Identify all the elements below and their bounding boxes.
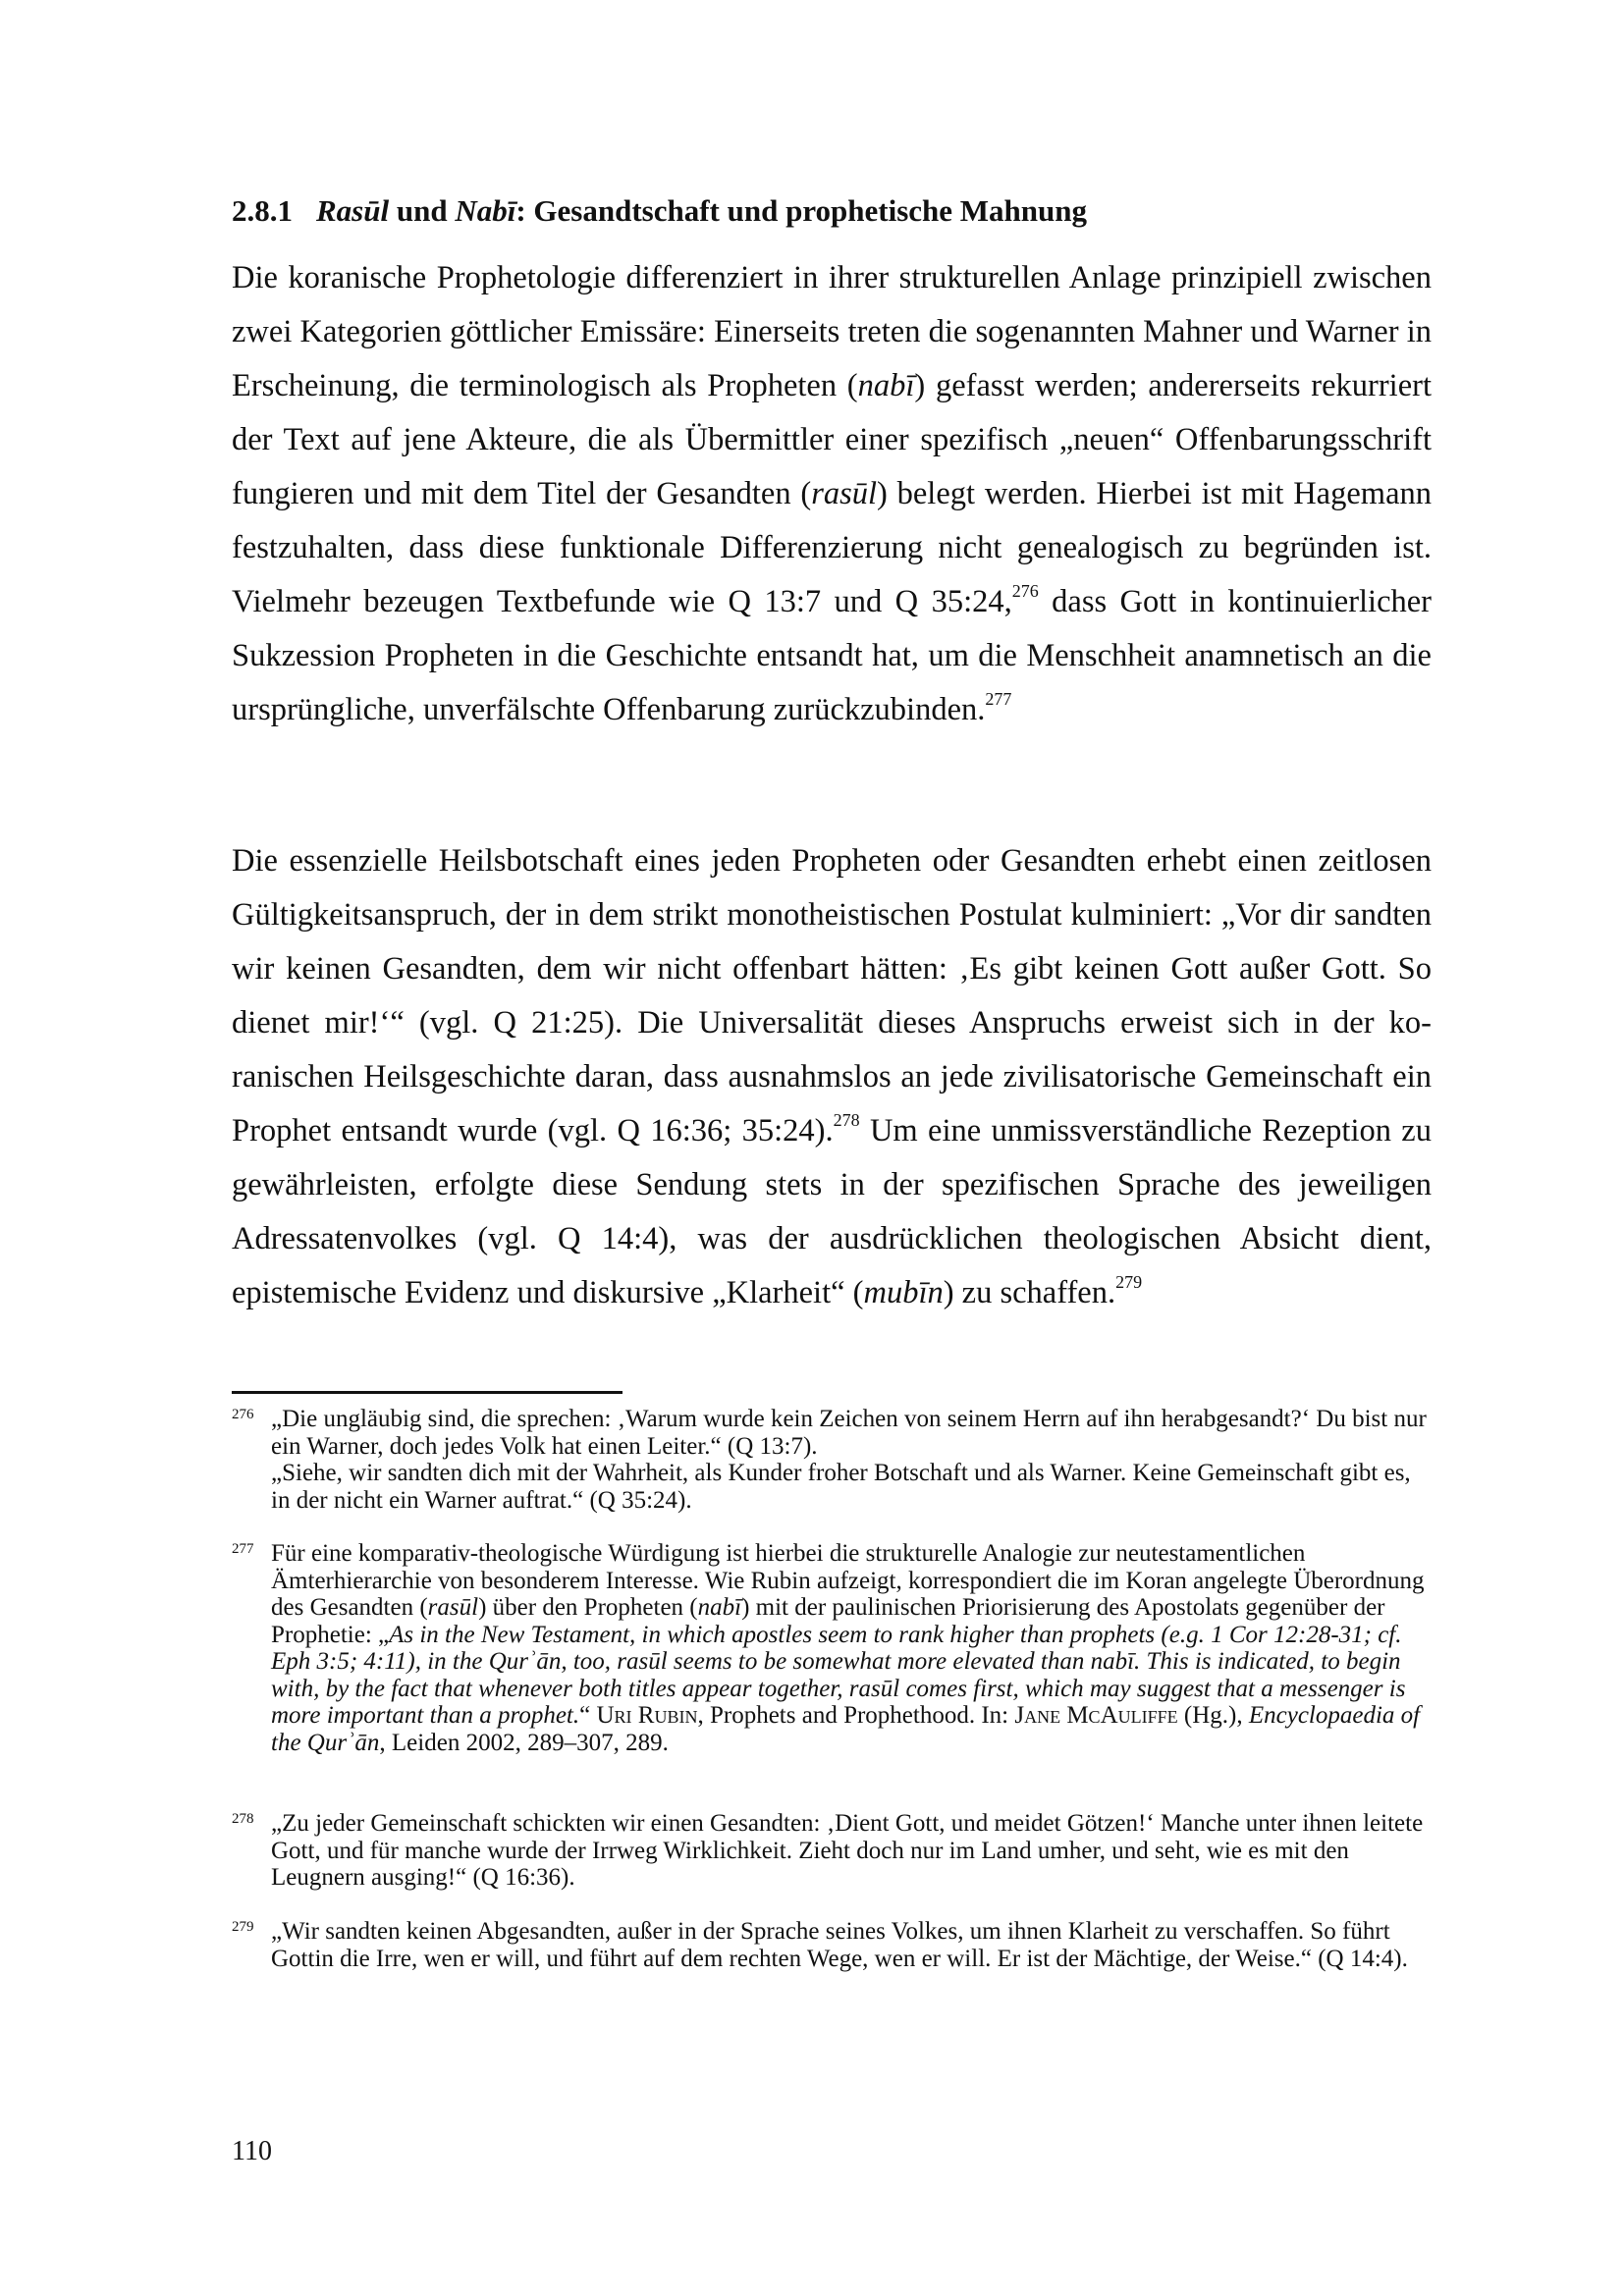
footnote-ref-278[interactable]: 278 [833,1110,860,1130]
footnote-276 [232,1406,1432,1514]
footnote-text: „Zu jeder Gemeinschaft schickten wir einen Gesandten: ‚Dient Gott, und meidet Götzen!‘ Manche unter ihnen leitete Gott, und für manche wurde der Irrweg Wirklichkeit. Zieht doch nur im Land umher, und seht, wie es mit den Leugnern ausging!“ (Q 16:36). [271,1810,1424,1891]
text-run: Die koranische Prophetologie differenziert in ihrer strukturellen Anlage prinzipiell zwischen zwei Kategorien göttlicher Emissäre: Einerseits treten die sogenannten Mahner und Warner in Erscheinung, die terminologisch als Propheten ( [232,260,1432,403]
footnote-mark: 279 [232,1919,254,1935]
english-quote: As in the New Testament, in which apostles seem to rank higher than prophets (e.g. 1 Cor 12:28-31; cf. Eph 3:5; 4:11), in the Qurʾān, too, rasūl seems to be somewhat more elevated than nabī. This is indicated, to begin with, by the fact that whenever both titles appear together, rasūl comes first, which may suggest that a messenger is more important than a prophet. [271,1621,1406,1729]
text-run: Die essenzielle Heilsbotschaft eines jeden Propheten oder Gesandten erhebt einen zeitlosen Gültigkeitsanspruch, der in dem strikt monotheistischen Postulat kulminiert: „Vor dir sandten wir keinen Gesandten, dem wir nicht offenbart hätten: ‚Es gibt keinen Gott außer Gott. So dienet mir!‘“ (vgl. Q 21:25). Die Universalität dieses Anspruchs erweist sich in der koranischen Heilsgeschichte daran, dass ausnahmslos an jede zivilisatorische Gemeinschaft ein Prophet entsandt wurde (vgl. Q 16:36; 35:24). [232,843,1432,1148]
heading-term-nabi: Nabī [455,193,516,228]
text-run: ) mit der paulinischen Priorisierung des Apostolats gegenüber der Prophetie: „ [271,1594,1385,1648]
heading-title-rest: : Gesandtschaft und prophetische Mahnung [515,193,1088,228]
text-run: (Hg.), [1177,1702,1249,1729]
footnote-separator [232,1391,623,1394]
term-mubin: mubīn [863,1275,944,1310]
section-number: 2.8.1 [232,193,293,228]
footnote-text: „Die ungläubig sind, die sprechen: ‚Warum wurde kein Zeichen von seinem Herrn auf ihn herabgesandt?‘ Du bist nur ein Warner, doch jedes Volk hat einen Leiter.“ (Q 13:7). [271,1406,1427,1460]
footnote-mark: 276 [232,1407,254,1422]
body-paragraph-1 [232,251,1432,737]
text-run: ) zu schaffen. [943,1275,1116,1310]
page-number: 110 [232,2136,272,2166]
footnote-ref-279[interactable]: 279 [1115,1272,1143,1292]
text-run: ) gefasst werden; andererseits rekurriert der Text auf jene Akteure, die als Übermittler einer spezifisch „neuen“ Offenbarungsschrift fungieren und mit dem Titel der Gesandten ( [232,368,1432,511]
text-run: dass Gott in kontinuierlicher Sukzession Propheten in die Geschichte entsandt hat, um die Menschheit anamnetisch an die ursprüngliche, unverfälschte Offenbarung zurückzubinden. [232,584,1432,727]
footnote-ref-277[interactable]: 277 [985,689,1012,709]
footnote-mark: 278 [232,1811,254,1827]
work-title: Encyclopaedia of the Qurʾān [271,1702,1421,1756]
term-rasul: rasūl [427,1594,479,1621]
heading-connector: und [389,193,456,228]
term-nabi: nabī [697,1594,742,1621]
editor-name: Jane McAuliffe [1014,1702,1178,1729]
footnote-text: „Wir sandten keinen Abgesandten, außer in der Sprache seines Volkes, um ihnen Klarheit zu verschaffen. So führt Gottin die Irre, wen er will, und führt auf dem rechten Wege, wen er will. Er ist der Mächtige, der Weise.“ (Q 14:4). [271,1918,1408,1972]
section-heading [232,191,1420,231]
term-nabi: nabī [857,368,915,403]
text-run: Für eine komparativ-theologische Würdigung ist hierbei die strukturelle Analogie zur neutestamentlichen Ämterhierarchie von besonderem Interesse. Wie Rubin aufzeigt, korrespondiert die im Koran angelegte Überordnung des Gesandten ( [271,1540,1425,1621]
footnote-279 [232,1918,1432,1972]
footnote-text [271,1540,1432,1756]
heading-term-rasul: Rasūl [316,193,390,228]
footnote-ref-276[interactable]: 276 [1011,581,1039,601]
author-name: Uri Rubin [596,1702,698,1729]
text-run: , Leiden 2002, 289–307, 289. [379,1729,669,1756]
text-run: ) über den Propheten ( [478,1594,698,1621]
text-run: ) belegt werden. Hierbei ist mit Hagemann festzuhalten, dass diese funktionale Differenzierung nicht genealogisch zu begründen ist. Vielmehr bezeugen Textbefunde wie Q 13:7 und Q 35:24, [232,476,1432,619]
footnote-278 [232,1810,1432,1892]
term-rasul: rasūl [811,476,878,511]
text-run: , Prophets and Prophethood. In: [697,1702,1015,1729]
body-paragraph-2 [232,834,1432,1320]
footnote-277 [232,1540,1432,1756]
footnote-mark: 277 [232,1541,254,1557]
footnote-text: „Siehe, wir sandten dich mit der Wahrheit, als Kunder froher Botschaft und als Warner. Keine Gemeinschaft gibt es, in der nicht ein Warner auftrat.“ (Q 35:24). [271,1460,1411,1514]
text-run: Um eine unmissverständliche Rezeption zu gewährleisten, erfolgte diese Sendung stets in der spezifischen Sprache des jeweiligen Adressatenvolkes (vgl. Q 14:4), was der ausdrücklichen theologischen Absicht dient, epistemische Evidenz und diskursive „Klarheit“ ( [232,1113,1432,1310]
text-run: “ [579,1702,597,1729]
